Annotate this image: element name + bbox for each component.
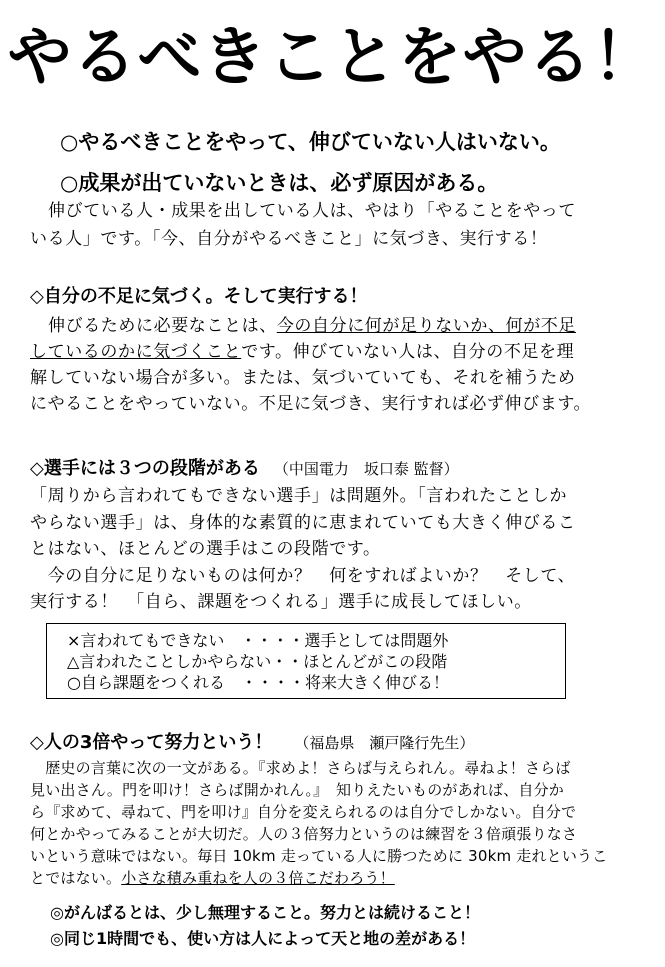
section3-attribution: （福島県 瀬戸隆行先生） bbox=[294, 734, 475, 752]
section2-line-4: 今の自分に足りないものは何か？ 何をすればよいか？ そして、 bbox=[30, 566, 576, 586]
section2-heading-text: ◇選手には３つの段階がある bbox=[30, 458, 260, 479]
closing-line-1: ◎がんばるとは、少し無理すること。努力とは続けること！ bbox=[50, 903, 480, 922]
stages-box bbox=[46, 623, 566, 699]
section3-line-5: いという意味ではない。毎日 10km 走っている人に勝つために 30km 走れというこ bbox=[30, 847, 608, 865]
intro-line-2: いる人」です。「今、自分がやるべきこと」に気づき、実行する！ bbox=[30, 229, 548, 249]
section3-heading-text: ◇人の3倍やって努力という！ bbox=[30, 732, 273, 753]
headline-1: ○やるべきことをやって、伸びていない人はいない。 bbox=[60, 130, 561, 154]
section1-line-1 bbox=[48, 313, 576, 339]
section2-line-2: やらない選手」は、身体的な素質的に恵まれていても大きく伸びるこ bbox=[30, 513, 576, 533]
stage-item-1: ×言われてもできない ・・・・選手としては問題外 bbox=[67, 631, 449, 650]
section2-line-3: とはない、ほとんどの選手はこの段階です。 bbox=[30, 539, 381, 559]
section3-line-6-underlined: 小さな積み重ねを人の３倍こだわろう！ bbox=[121, 869, 395, 887]
section1-line-3: 解していない場合が多い。または、気づいていても、それを補うため bbox=[30, 368, 576, 388]
section1-line-1-text: 伸びるために必要なことは、 bbox=[48, 316, 277, 336]
headline-2: ○成果が出ていないときは、必ず原因がある。 bbox=[60, 171, 499, 195]
stage-item-2: △言われたことしかやらない・・ほとんどがこの段階 bbox=[67, 652, 448, 671]
section3-line-6 bbox=[30, 867, 395, 889]
section1-line-2 bbox=[30, 339, 574, 365]
section3-line-3: ら『求めて、尋ねて、門を叩け』自分を変えられるのは自分でしかない。自分で bbox=[30, 803, 577, 821]
section2-attribution: （中国電力 坂口泰 監督） bbox=[273, 460, 459, 478]
section1-line-4: にやることをやっていない。不足に気づき、実行すれば必ず伸びます。 bbox=[30, 394, 592, 414]
section2-heading bbox=[30, 455, 459, 483]
section3-line-6-text: とではない。 bbox=[30, 869, 122, 887]
closing-line-2: ◎同じ1時間でも、使い方は人によって天と地の差がある！ bbox=[50, 929, 476, 948]
section2-line-5: 実行する！ 「自ら、課題をつくれる」選手に成長してほしい。 bbox=[30, 592, 532, 612]
section2-line-1: 「周りから言われてもできない選手」は問題外。「言われたことしか bbox=[30, 486, 568, 506]
stage-item-3: ○自ら課題をつくれる ・・・・将来大きく伸びる！ bbox=[67, 673, 449, 692]
page-title: やるべきことをやる！ bbox=[7, 21, 658, 95]
section3-heading bbox=[30, 729, 474, 757]
section1-line-2-underlined: しているのかに気づくこと bbox=[30, 342, 242, 362]
section3-line-4: 何とかやってみることが大切だ。人の３倍努力というのは練習を３倍頑張りなさ bbox=[30, 825, 578, 843]
section1-line-2-text: です。伸びていない人は、自分の不足を理 bbox=[241, 342, 575, 362]
intro-line-1: 伸びている人・成果を出している人は、やはり「やることをやって bbox=[48, 201, 576, 221]
section3-line-1: 歴史の言葉に次の一文がある。『求めよ！さらば与えられん。尋ねよ！さらば bbox=[30, 759, 571, 777]
section3-line-2: 見い出さん。門を叩け！さらば開かれん。』 知りえたいものがあれば、自分か bbox=[30, 781, 565, 799]
section1-heading: ◇自分の不足に気づく。そして実行する！ bbox=[30, 286, 368, 307]
section1-line-1-underlined: 今の自分に何が足りないか、何が不足 bbox=[276, 316, 577, 336]
